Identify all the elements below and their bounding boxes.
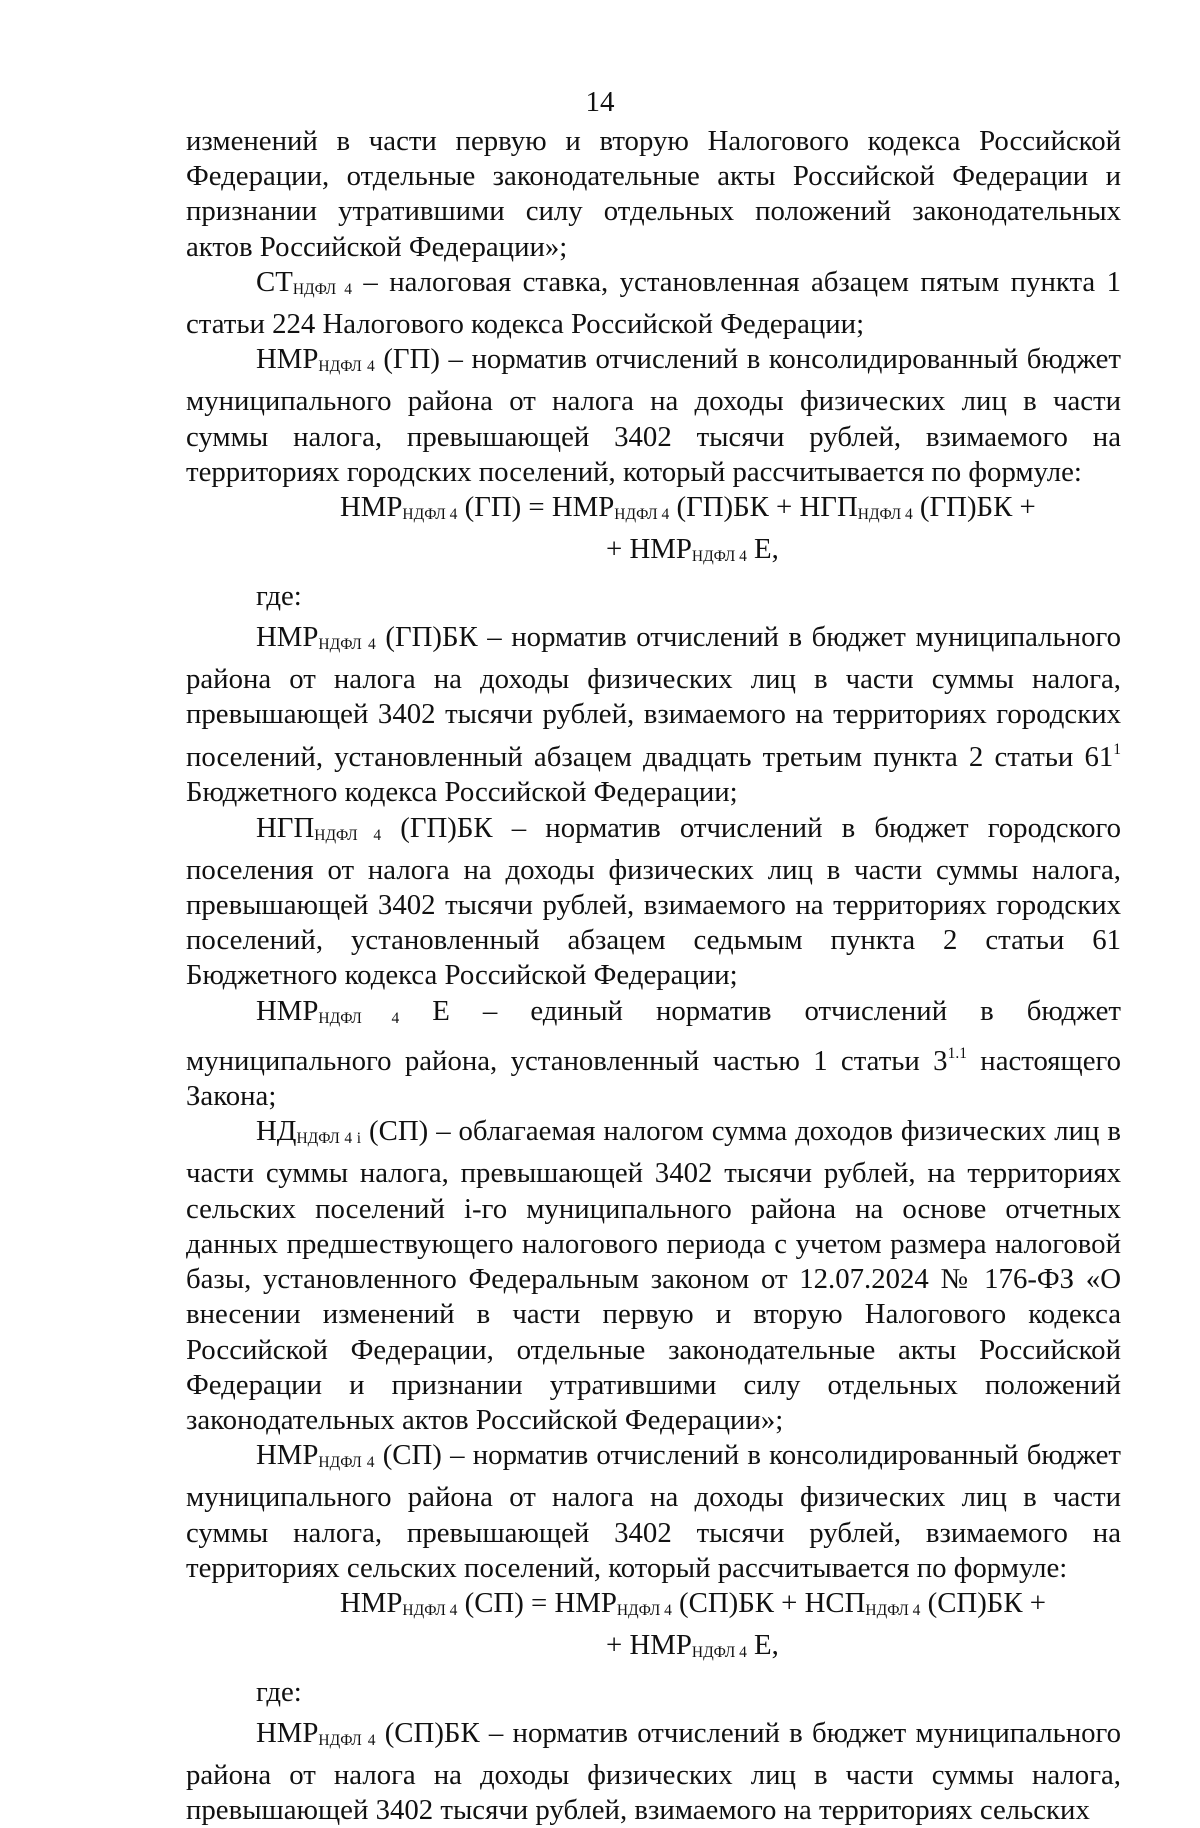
symbol-nmr-sp: НМРНДФЛ 4 (СП) [256,1439,442,1472]
where-label-1: где: [256,580,302,613]
paragraph-nd-sp: НДНДФЛ 4 i (СП) – облагаемая налогом сумма доходов физических лиц в части суммы налога, превышающей 3402 тысячи рублей, на территориях сельских поселений i-го муниципального района на основе отчетных данных предшествующего налогового периода с учетом размера налоговой базы, установленного Федеральным законом от 12.07.2024 № 176-ФЗ «О внесении изменений в части первую и вторую Налогового кодекса Российской Федерации, отдельные законодательные акты Российской Федерации и признании утратившими силу отдельных положений законодательных актов Российской Федерации»; [186,1115,1121,1436]
formula-sp-line-1: НМРНДФЛ 4 (СП) = НМРНДФЛ 4 (СП)БК + НСПНДФЛ 4 (СП)БК + [340,1586,1046,1619]
formula-gp-line-2: + НМРНДФЛ 4 Е, [606,533,779,566]
paragraph-nmr-sp: НМРНДФЛ 4 (СП) – норматив отчислений в консолидированный бюджет муниципального района от налога на доходы физических лиц в части суммы налога, превышающей 3402 тысячи рублей, взимаемого на территориях сельских поселений, который рассчитывается по формуле: [186,1439,1122,1584]
formula-sp-line-2: + НМРНДФЛ 4 Е, [606,1629,779,1662]
symbol-nmr-e: НМРНДФЛ 4 Е [256,994,450,1027]
symbol-nd-sp: НДНДФЛ 4 i (СП) [256,1115,429,1148]
symbol-ngp-gpbk: НГПНДФЛ 4 (ГП)БК [256,811,493,844]
paragraph-nmr-gp: НМРНДФЛ 4 (ГП) – норматив отчислений в консолидированный бюджет муниципального района от налога на доходы физических лиц в части суммы налога, превышающей 3402 тысячи рублей, взимаемого на территориях городских поселений, который рассчитывается по формуле: [186,343,1122,488]
paragraph-nmr-spbk: НМРНДФЛ 4 (СП)БК – норматив отчислений в бюджет муниципального района от налога на доходы физических лиц в части суммы налога, превышающей 3402 тысячи рублей, взимаемого на территориях сельских [186,1716,1122,1826]
paragraph-nmr-gpbk: НМРНДФЛ 4 (ГП)БК – норматив отчислений в бюджет муниципального района от налога на доходы физических лиц в части суммы налога, превышающей 3402 тысячи рублей, взимаемого на территориях городских поселений, установленный абзацем двадцать третьим пункта 2 статьи $61^1$ Бюджетного кодекса Российской Федерации; [186,620,1121,809]
symbol-nmr-gpbk: НМРНДФЛ 4 (ГП)БК [256,620,478,653]
document-body [186,124,1121,1828]
symbol-nmr-gp: НМРНДФЛ 4 (ГП) [256,343,440,376]
paragraph-nmr-e: НМРНДФЛ 4 Е – единый норматив отчислений в бюджет муниципального района, установленный частью 1 статьи $3^{1.1}$ настоящего Закона; [186,994,1122,1113]
paragraph-st-ndfl4: СТНДФЛ 4 – налоговая ставка, установленная абзацем пятым пункта 1 статьи 224 Налогового кодекса Российской Федерации; [186,265,1122,341]
symbol-nmr-spbk: НМРНДФЛ 4 (СП)БК [256,1716,480,1749]
where-label-2: где: [256,1676,302,1709]
symbol-st-ndfl4: СТНДФЛ 4 [256,265,353,298]
formula-gp-line-1: НМРНДФЛ 4 (ГП) = НМРНДФЛ 4 (ГП)БК + НГПНДФЛ 4 (ГП)БК + [340,491,1036,524]
paragraph-continuation: изменений в части первую и вторую Налогового кодекса Российской Федерации, отдельные законодательные акты Российской Федерации и признании утратившими силу отдельных положений законодательных актов Российской Федерации»; [186,125,1121,263]
page-number: 14 [585,86,615,118]
paragraph-ngp-gpbk: НГПНДФЛ 4 (ГП)БК – норматив отчислений в бюджет городского поселения от налога на доходы физических лиц в части суммы налога, превышающей 3402 тысячи рублей, взимаемого на территориях городских поселений, установленный абзацем седьмым пункта 2 статьи 61 Бюджетного кодекса Российской Федерации; [186,811,1122,992]
